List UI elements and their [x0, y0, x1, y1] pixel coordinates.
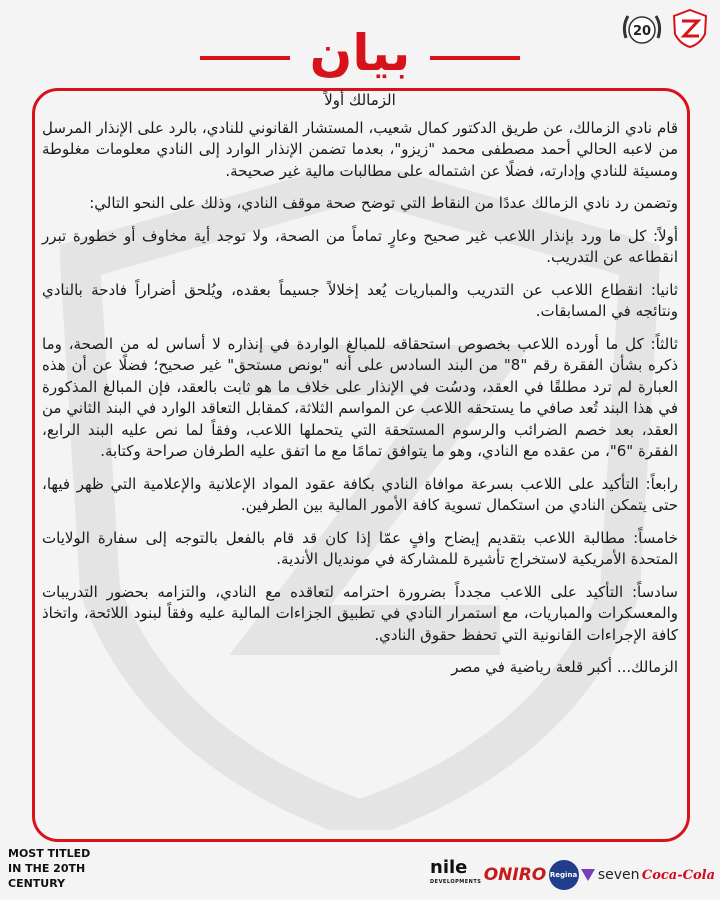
seven-triangle-icon [581, 869, 595, 881]
oniro-logo: ONIRO [483, 865, 547, 885]
point-first: أولاً: كل ما ورد بإنذار اللاعب غير صحيح وعارٍ تماماً من الصحة، ولا توجد أية مخاوف أو خطورة تبرر انقطاعه عن التدريب. [42, 226, 678, 266]
seven-logo [581, 867, 640, 883]
statement-body [42, 90, 678, 690]
regina-logo: Regina [549, 860, 579, 890]
point-sixth: سادساً: التأكيد على اللاعب مجدداً بضرورة احترامه لتعاقده مع النادي، والتزامه بحضور التدريبات والمعسكرات والمباريات، مع استمرار النادي في تطبيق الجزاءات المالية عليه وفقاً لبنود اللائحة، واتخاذ كافة الإجراءات القانونية التي تحفظ حقوق النادي. [42, 582, 678, 644]
most-titled-tagline: MOST TITLED IN THE 20TH CENTURY [8, 847, 91, 890]
nile-logo-text: nile [430, 857, 468, 878]
coca-cola-logo: Coca-Cola [641, 867, 715, 883]
page-title: بيان [309, 24, 411, 82]
statement-points-intro: وتضمن رد نادي الزمالك عددًا من النقاط التي توضح صحة موقف النادي، وذلك على النحو التالي: [89, 194, 678, 212]
statement-heading: الزمالك أولاً [324, 91, 396, 109]
nile-developments-logo [430, 857, 482, 889]
badge-number: 20 [632, 24, 652, 39]
seven-logo-text: seven [597, 867, 640, 883]
point-second: ثانيا: انقطاع اللاعب عن التدريب والمباريات يُعد إخلالاً جسيماً بعقده، ويُلحق أضراراً فادحة بالنادي ونتائجه في المسابقات. [42, 280, 678, 320]
sponsor-logos [430, 857, 715, 890]
statement-intro: قام نادي الزمالك، عن طريق الدكتور كمال شعيب، المستشار القانوني للنادي، بالرد على الإنذار المرسل من لاعبه الحالي أحمد مصطفى محمد "زيزو"، بعدما تضمن الإنذار الوارد إلى النادي معلومات مغلوطة ومسيئة للنادي وإدارته، فضلًا عن اشتماله على مطالبات مالية غير صحيحة. [42, 118, 678, 180]
point-fourth: رابعاً: التأكيد على اللاعب بسرعة موافاة النادي بكافة عقود المواد الإعلانية والإعلامية التي ظهر فيها، حتى يتمكن النادي من استكمال تسوية كافة الأمور المالية بين الطرفين. [42, 474, 678, 514]
statement-closing: الزمالك... أكبر قلعة رياضية في مصر [451, 658, 678, 676]
point-fifth: خامساً: مطالبة اللاعب بتقديم إيضاح وافٍ عمّا إذا كان قد قام بالفعل بالتوجه إلى سفارة الولايات المتحدة الأمريكية لاستخراج تأشيرة للمشاركة في مونديال الأندية. [42, 528, 678, 568]
point-third: ثالثاً: كل ما أورده اللاعب بخصوص استحقاقه للمبالغ الواردة في إنذاره لا أساس له من الصحة، وما ذكره بشأن الفقرة رقم "8" من البند السادس على أنه "بونص مستحق" غير صحيح؛ فضلًا عن أن هذه العبارة لم ترد مطلقًا في العقد، ودسُت في الإنذار على خلاف ما هو ثابت بالعقد، فإن المبالغ المذكورة في هذا البند تُعد صافي ما يستحقه اللاعب عن المواسم الثلاثة، كمقابل التعاقد الوارد في البند الثاني من العقد، بعد خصم الضرائب والرسوم المستحقة التي يتحملها اللاعب، وفقاً لما نص عليه البند الرابع، الفقرة "6"، من عقده مع النادي، وهو ما يتوافق تمامًا مع ما اتفق عليه الطرفان صراحة وكتابة. [42, 334, 679, 460]
nile-logo-subtext: DEVELOPMENTS [430, 879, 482, 885]
